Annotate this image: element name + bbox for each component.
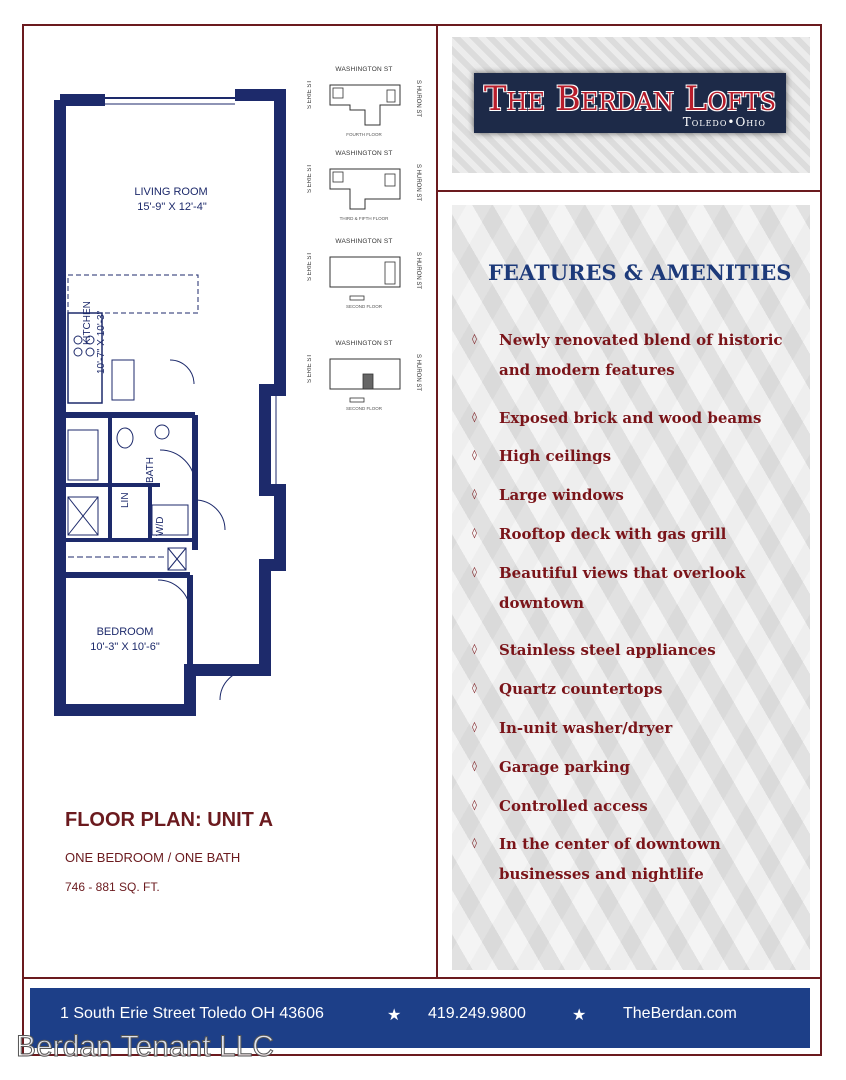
locator-caption: SECOND FLOOR [345, 406, 382, 411]
bedroom-label: BEDROOM [96, 626, 154, 638]
feature-text: Rooftop deck with gas grill [499, 525, 727, 543]
kitchen-dims: 10'-7" X 10'-3" [96, 310, 107, 374]
feature-text: Garage parking [499, 757, 631, 776]
floor-plan-title: FLOOR PLAN: UNIT A [65, 809, 274, 831]
living-room-label: LIVING ROOM [134, 186, 208, 198]
locator-building-shape [325, 354, 405, 404]
bath-label: BATH [145, 457, 156, 483]
bullet-icon: ◊ [472, 528, 477, 539]
locator-building-shape [325, 252, 405, 302]
bullet-icon: ◊ [472, 411, 477, 423]
locator-left-street: S ERIE ST [307, 80, 313, 110]
living-room-dims: 15'-9" X 12'-4" [137, 201, 207, 213]
locator-caption: SECOND FLOOR [345, 304, 382, 309]
locator-top-street: WASHINGTON ST [335, 340, 393, 347]
locator-left-street: S ERIE ST [307, 252, 313, 282]
floor-plan-sqft: 746 - 881 SQ. FT. [65, 880, 160, 894]
bullet-icon: ◊ [472, 683, 477, 695]
features-panel [452, 205, 810, 970]
locator-top-street: WASHINGTON ST [335, 150, 393, 157]
feature-item [472, 403, 792, 433]
feature-item [472, 325, 792, 385]
locator-building-shape [325, 164, 405, 214]
linen-label: LIN [120, 492, 131, 508]
feature-item [472, 441, 792, 471]
feature-item [472, 791, 792, 821]
feature-text: High ceilings [499, 447, 612, 466]
bullet-icon: ◊ [472, 838, 477, 850]
bullet-icon: ◊ [472, 644, 477, 656]
star-icon: ★ [387, 1007, 402, 1024]
locator-caption: THIRD & FIFTH FLOOR [339, 216, 389, 221]
locator-map-second-floor-b [305, 340, 423, 420]
locator-map-fourth-floor [305, 66, 423, 146]
logo-divider [436, 190, 822, 192]
feature-text: Stainless steel appliances [499, 641, 716, 660]
locator-left-street: S ERIE ST [307, 354, 313, 384]
locator-map-second-floor-a [305, 238, 423, 318]
footer-website: TheBerdan.com [623, 1005, 737, 1022]
feature-item [472, 713, 792, 743]
feature-text: Controlled access [499, 796, 648, 815]
feature-text: Exposed brick and wood beams [499, 408, 762, 427]
bullet-icon: ◊ [472, 566, 477, 578]
logo-title: The Berdan Lofts [483, 79, 777, 119]
feature-text: In-unit washer/dryer [499, 719, 673, 737]
kitchen-label: KITCHEN [82, 301, 93, 345]
feature-item [472, 480, 792, 510]
bullet-icon: ◊ [472, 489, 477, 501]
feature-text: Beautiful views that overlook downtown [499, 563, 746, 612]
feature-item [472, 635, 792, 665]
bullet-icon: ◊ [472, 799, 477, 811]
locator-right-street: S HURON ST [415, 354, 421, 392]
washer-dryer-label: W/D [155, 516, 166, 536]
bullet-icon: ◊ [472, 722, 477, 733]
logo-plate [474, 73, 786, 133]
watermark: Berdan Tenant LLC [16, 1030, 274, 1063]
feature-text: Newly renovated blend of historic and modern features [499, 331, 783, 379]
locator-map-third-fifth-floor [305, 150, 423, 230]
feature-item [472, 752, 792, 782]
locator-caption: FOURTH FLOOR [346, 132, 382, 137]
feature-text: Large windows [499, 486, 624, 505]
feature-item [472, 558, 792, 618]
locator-right-street: S HURON ST [415, 164, 421, 202]
feature-item [472, 829, 792, 889]
bedroom-dims: 10'-3" X 10'-6" [90, 641, 160, 653]
locator-top-street: WASHINGTON ST [335, 66, 393, 73]
feature-item [472, 674, 792, 704]
locator-right-street: S HURON ST [415, 252, 421, 290]
bottom-divider [22, 977, 822, 979]
bullet-icon: ◊ [472, 760, 477, 772]
footer-address: 1 South Erie Street Toledo OH 43606 [60, 1005, 324, 1022]
locator-top-street: WASHINGTON ST [335, 238, 393, 245]
bullet-icon: ◊ [472, 450, 477, 462]
locator-building-shape [325, 80, 405, 130]
bullet-icon: ◊ [472, 334, 477, 345]
berdan-lofts-logo [452, 37, 810, 173]
feature-text: In the center of downtown businesses and nightlife [499, 835, 721, 884]
star-icon: ★ [572, 1007, 587, 1024]
vertical-divider [436, 24, 438, 978]
feature-item [472, 519, 792, 549]
logo-subtitle: Toledo•Ohio [682, 115, 766, 129]
footer-phone: 419.249.9800 [428, 1005, 526, 1022]
floor-plan-subtitle: ONE BEDROOM / ONE BATH [65, 850, 241, 865]
features-title: FEATURES & AMENITIES [488, 260, 792, 285]
locator-left-street: S ERIE ST [307, 164, 313, 194]
feature-text: Quartz countertops [499, 680, 663, 699]
locator-right-street: S HURON ST [415, 80, 421, 118]
